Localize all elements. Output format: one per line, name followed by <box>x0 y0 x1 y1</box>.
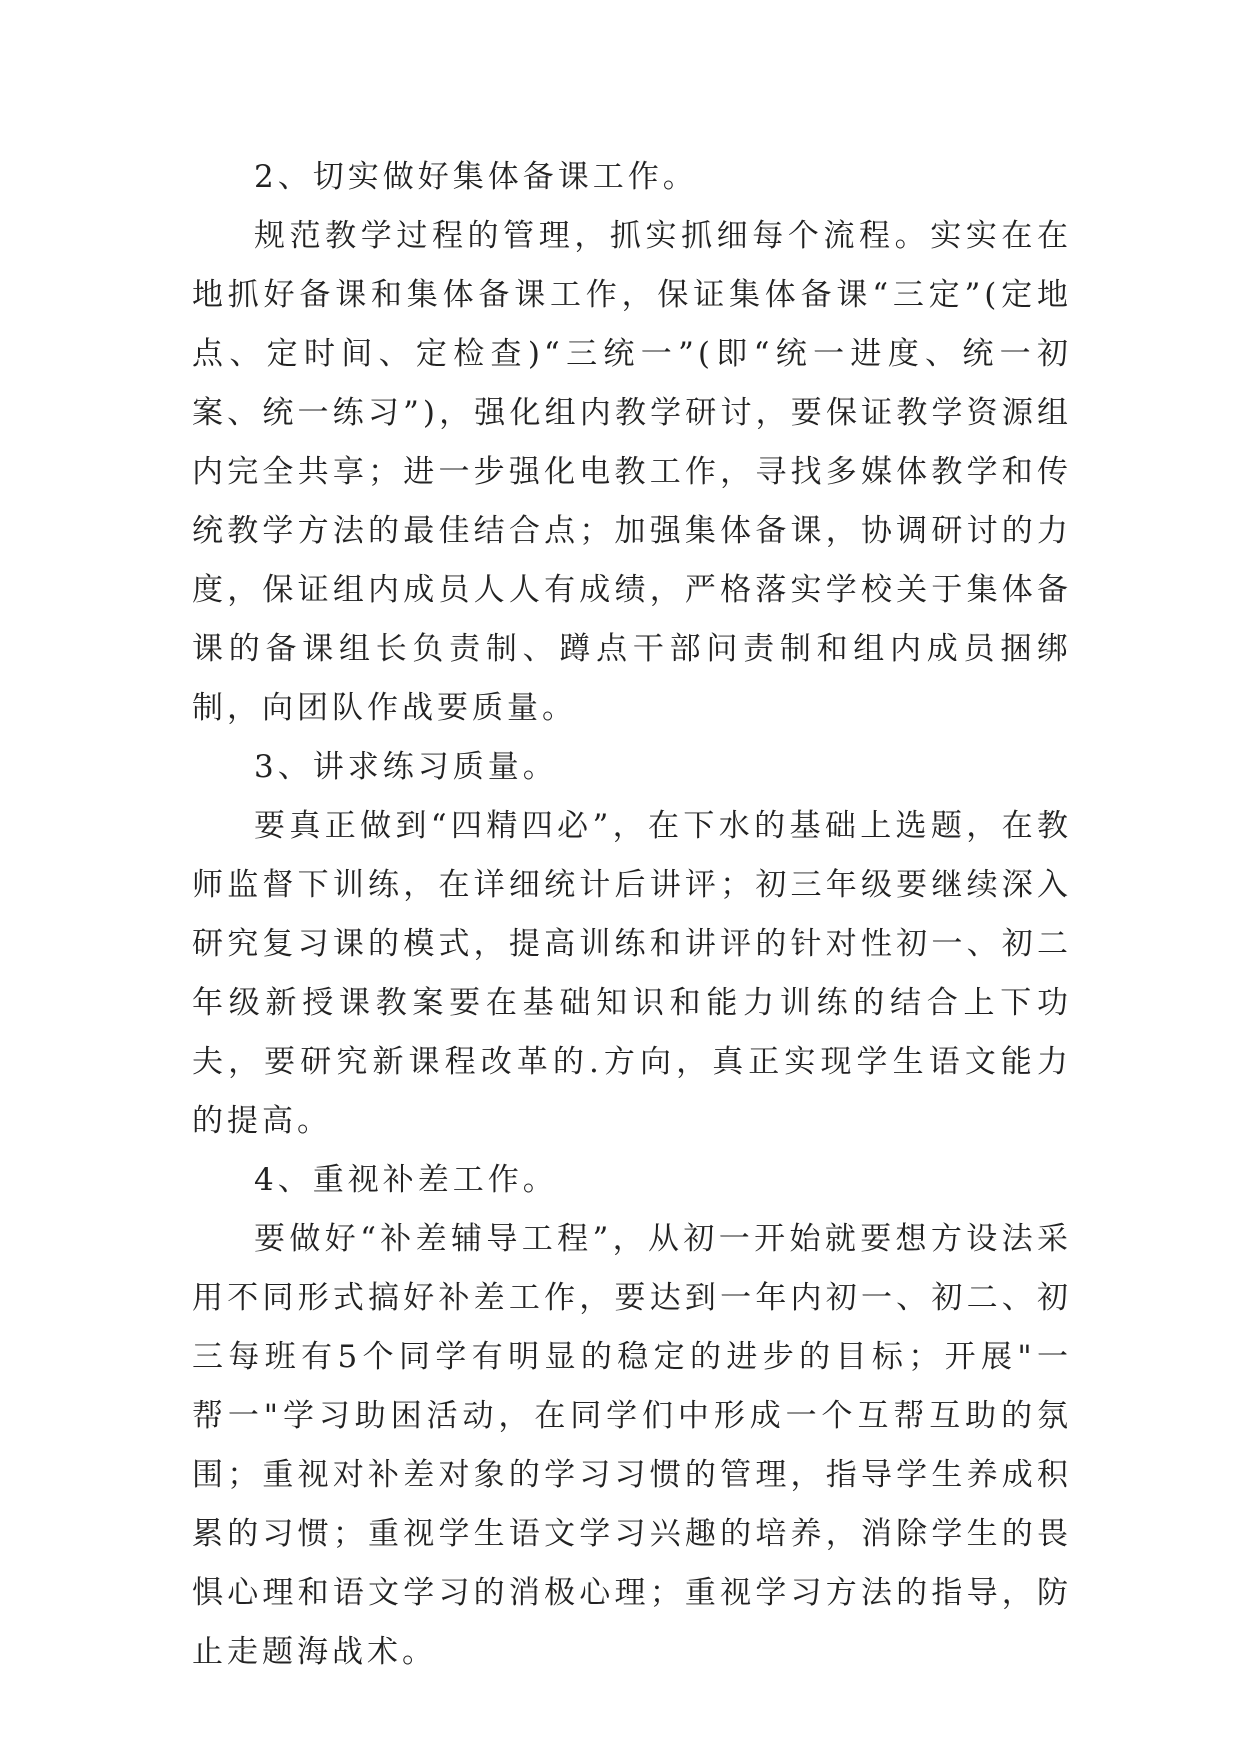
section-heading: 3、讲求练习质量。 <box>254 749 558 785</box>
document-page <box>192 148 1072 1682</box>
section-paragraph: 要真正做到“四精四必”，在下水的基础上选题，在教师监督下训练，在详细统计后讲评；初三年级要继续深入研究复习课的模式，提高训练和讲评的针对性初一、初二年级新授课教案要在基础知识和能力训练的结合上下功夫，要研究新课程改革的.方向，真正实现学生语文能力的提高。 <box>192 808 1072 1139</box>
section-heading: 4、重视补差工作。 <box>254 1162 558 1198</box>
section-heading: 2、切实做好集体备课工作。 <box>254 159 698 195</box>
section-paragraph: 规范教学过程的管理，抓实抓细每个流程。实实在在地抓好备课和集体备课工作，保证集体备课“三定”(定地点、定时间、定检查)“三统一”(即“统一进度、统一初案、统一练习”)，强化组内教学研讨，要保证教学资源组内完全共享；进一步强化电教工作，寻找多媒体教学和传统教学方法的最佳结合点；加强集体备课，协调研讨的力度，保证组内成员人人有成绩，严格落实学校关于集体备课的备课组长负责制、蹲点干部问责制和组内成员捆绑制，向团队作战要质量。 <box>192 218 1072 726</box>
section-paragraph: 要做好“补差辅导工程”，从初一开始就要想方设法采用不同形式搞好补差工作，要达到一年内初一、初二、初三每班有5个同学有明显的稳定的进步的目标；开展"一帮一"学习助困活动，在同学们中形成一个互帮互助的氛围；重视对补差对象的学习习惯的管理，指导学生养成积累的习惯；重视学生语文学习兴趣的培养，消除学生的畏惧心理和语文学习的消极心理；重视学习方法的指导，防止走题海战术。 <box>192 1221 1072 1670</box>
